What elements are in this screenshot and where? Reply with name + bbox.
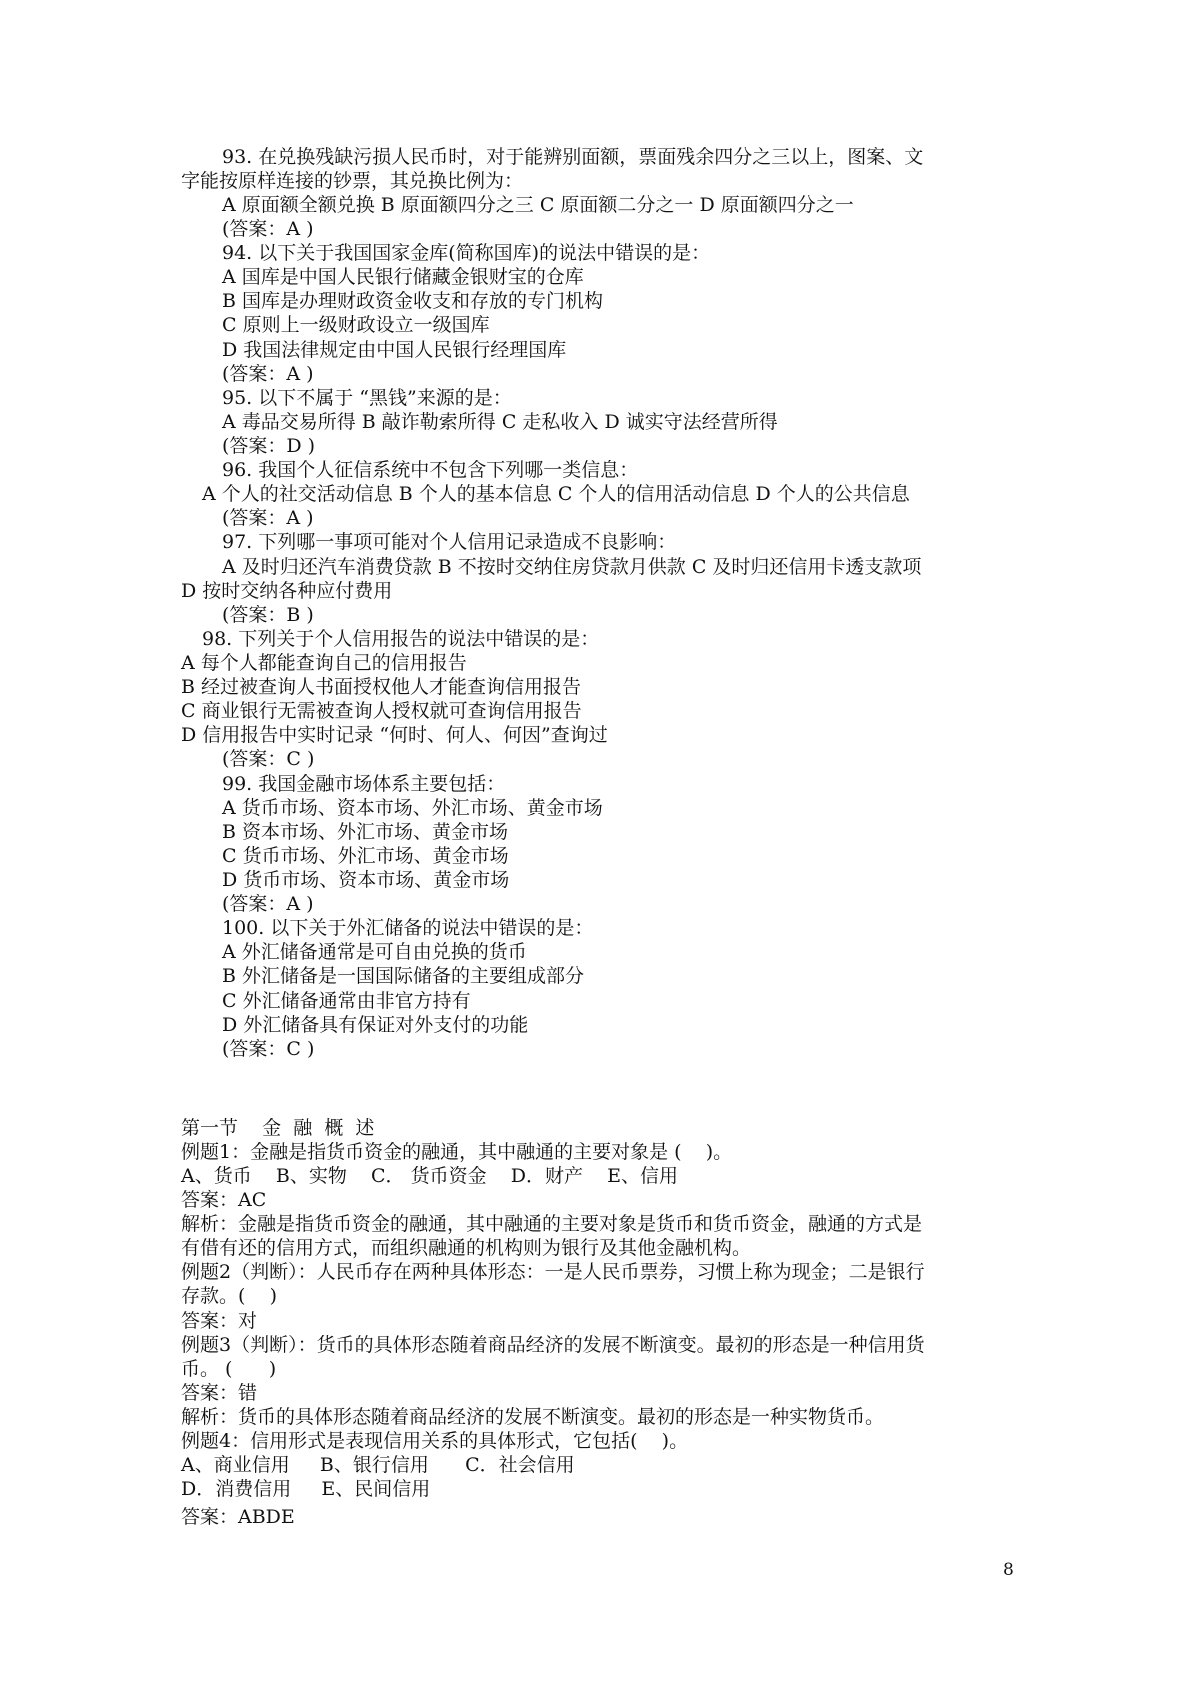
question-line: 100. 以下关于外汇储备的说法中错误的是： (222, 917, 594, 939)
example-line: 存款。( ) (181, 1285, 277, 1307)
analysis-line: 解析：金融是指货币资金的融通，其中融通的主要对象是货币和货币资金，融通的方式是 (181, 1213, 923, 1235)
answer-line: 答案：AC (181, 1189, 267, 1211)
answer-line: (答案：A ) (222, 893, 314, 915)
analysis-line: 解析：货币的具体形态随着商品经济的发展不断演变。最初的形态是一种实物货币。 (181, 1406, 885, 1428)
option-line: C 原则上一级财政设立一级国库 (222, 314, 490, 336)
question-line: 97. 下列哪一事项可能对个人信用记录造成不良影响： (222, 531, 677, 553)
answer-line: 答案：对 (181, 1310, 258, 1332)
option-line: B 国库是办理财政资金收支和存放的专门机构 (222, 290, 604, 312)
option-line: B 外汇储备是一国国际储备的主要组成部分 (222, 965, 585, 987)
question-line: 94. 以下关于我国国家金库(简称国库)的说法中错误的是： (222, 242, 711, 264)
option-line: A 每个人都能查询自己的信用报告 (181, 652, 467, 674)
option-line: A、商业信用 B、银行信用 C．社会信用 (181, 1454, 575, 1476)
option-line: D．消费信用 E、民间信用 (181, 1478, 431, 1500)
example-line: 例题4：信用形式是表现信用关系的具体形式，它包括( )。 (181, 1430, 689, 1452)
text-line: 93. 在兑换残缺污损人民币时，对于能辨别面额，票面残余四分之三以上，图案、文 (222, 146, 924, 168)
option-line: C 商业银行无需被查询人授权就可查询信用报告 (181, 700, 582, 722)
example-line: 例题3（判断）：货币的具体形态随着商品经济的发展不断演变。最初的形态是一种信用货 (181, 1334, 925, 1356)
option-line: A 国库是中国人民银行储藏金银财宝的仓库 (222, 266, 584, 288)
question-line: 96. 我国个人征信系统中不包含下列哪一类信息： (222, 459, 639, 481)
page-number: 8 (1003, 1560, 1014, 1580)
text-line: 字能按原样连接的钞票，其兑换比例为： (181, 170, 524, 192)
option-line: B 经过被查询人书面授权他人才能查询信用报告 (181, 676, 582, 698)
option-line: A、货币 B、实物 C． 货币资金 D．财产 E、信用 (181, 1165, 678, 1187)
answer-line: (答案：A ) (222, 363, 314, 385)
answer-line: (答案：D ) (222, 435, 316, 457)
example-line: 例题1：金融是指货币资金的融通，其中融通的主要对象是 ( )。 (181, 1141, 733, 1163)
option-line: A 个人的社交活动信息 B 个人的基本信息 C 个人的信用活动信息 D 个人的公共信息 (202, 483, 910, 505)
option-line: A 毒品交易所得 B 敲诈勒索所得 C 走私收入 D 诚实守法经营所得 (222, 411, 778, 433)
answer-line: (答案：A ) (222, 507, 314, 529)
answer-line: 答案：ABDE (181, 1506, 295, 1528)
option-line: C 货币市场、外汇市场、黄金市场 (222, 845, 509, 867)
question-line: 95. 以下不属于 “黑钱”来源的是： (222, 387, 512, 409)
analysis-line: 有借有还的信用方式，而组织融通的机构则为银行及其他金融机构。 (181, 1237, 752, 1259)
option-line: A 外汇储备通常是可自由兑换的货币 (222, 941, 527, 963)
example-line: 例题2（判断）：人民币存在两种具体形态：一是人民币票券，习惯上称为现金；二是银行 (181, 1261, 925, 1283)
answer-line: (答案：B ) (222, 604, 314, 626)
option-line: D 货币市场、资本市场、黄金市场 (222, 869, 510, 891)
option-line: D 我国法律规定由中国人民银行经理国库 (222, 339, 567, 361)
answer-line: (答案：A ) (222, 218, 314, 240)
example-line: 币。 ( ) (181, 1358, 277, 1380)
option-line: D 外汇储备具有保证对外支付的功能 (222, 1014, 529, 1036)
option-line: A 及时归还汽车消费贷款 B 不按时交纳住房贷款月供款 C 及时归还信用卡透支款项 (222, 556, 922, 578)
answer-line: (答案：C ) (222, 1038, 315, 1060)
option-line: C 外汇储备通常由非官方持有 (222, 990, 471, 1012)
question-line: 98. 下列关于个人信用报告的说法中错误的是： (202, 628, 600, 650)
text-line: A 原面额全额兑换 B 原面额四分之三 C 原面额二分之一 D 原面额四分之一 (222, 194, 854, 216)
option-line: D 按时交纳各种应付费用 (181, 580, 393, 602)
section-heading: 第一节 金 融 概 述 (181, 1117, 375, 1139)
option-line: B 资本市场、外汇市场、黄金市场 (222, 821, 509, 843)
answer-line: (答案：C ) (222, 748, 315, 770)
option-line: D 信用报告中实时记录 “何时、何人、何因”查询过 (181, 724, 608, 746)
question-line: 99. 我国金融市场体系主要包括： (222, 773, 506, 795)
option-line: A 货币市场、资本市场、外汇市场、黄金市场 (222, 797, 603, 819)
answer-line: 答案：错 (181, 1382, 258, 1404)
